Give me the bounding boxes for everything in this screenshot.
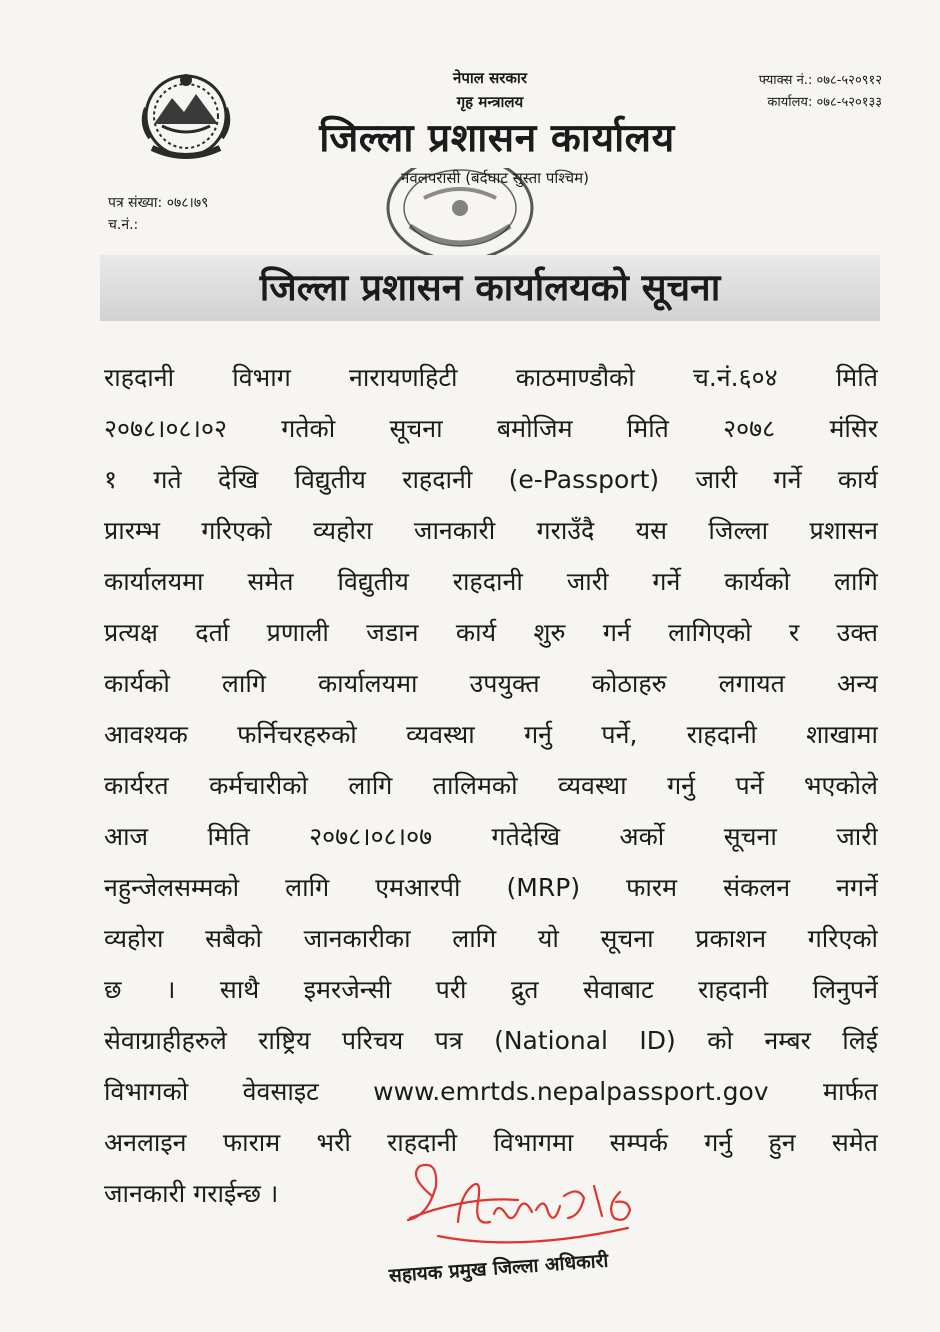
office-phone: कार्यालय: ०७८-५२०१३३	[767, 95, 882, 110]
body-line: छ । साथै इमरजेन्सी परी द्रुत सेवाबाट राहदानी लिनुपर्ने	[104, 975, 878, 1004]
body-line: व्यहोरा सबैको जानकारीका लागि यो सूचना प्रकाशन गरिएको	[104, 924, 878, 953]
notice-body	[104, 352, 878, 1219]
body-line: विभागको वेवसाइट www.emrtds.nepalpassport.gov मार्फत	[104, 1077, 878, 1106]
government-name: नेपाल सरकार	[453, 69, 527, 87]
body-line: अनलाइन फाराम भरी राहदानी विभागमा सम्पर्क गर्नु हुन समेत	[104, 1128, 878, 1157]
ministry-name: गृह मन्त्रालय	[456, 93, 524, 111]
letter-number: पत्र संख्या: ०७८।७९	[108, 195, 209, 211]
signature-text: 8/16	[594, 1186, 597, 1187]
office-stamp-icon	[380, 168, 540, 264]
dispatch-number: च.नं.:	[108, 217, 139, 233]
body-line: १ गते देखि विद्युतीय राहदानी (e-Passport) जारी गर्ने कार्य	[104, 465, 878, 494]
body-line: नहुन्जेलसम्मको लागि एमआरपी (MRP) फारम संकलन नगर्ने	[104, 873, 878, 902]
body-line: कार्यको लागि कार्यालयमा उपयुक्त कोठाहरु लगायत अन्य	[104, 669, 878, 698]
body-line: सेवाग्राहीहरुले राष्ट्रिय परिचय पत्र (National ID) को नम्बर लिई	[104, 1026, 878, 1055]
body-line: राहदानी विभाग नारायणहिटी काठमाण्डौको च.नं.६०४ मिति	[104, 363, 878, 392]
notice-title: जिल्ला प्रशासन कार्यालयको सूचना	[259, 266, 721, 309]
body-line: कार्यालयमा समेत विद्युतीय राहदानी जारी गर्ने कार्यको लागि	[104, 567, 878, 596]
body-line: प्रारम्भ गरिएको व्यहोरा जानकारी गराउँदै यस जिल्ला प्रशासन	[104, 516, 878, 545]
office-address: नवलपरासी (बर्दघाट सुस्ता पश्चिम)	[401, 169, 589, 187]
body-line: २०७८।०८।०२ गतेको सूचना बमोजिम मिति २०७८ मंसिर	[104, 414, 878, 443]
body-line: आवश्यक फर्निचरहरुको व्यवस्था गर्नु पर्ने, राहदानी शाखामा	[104, 720, 878, 749]
nepal-emblem-icon	[132, 64, 240, 164]
body-line: प्रत्यक्ष दर्ता प्रणाली जडान कार्य शुरु गर्न लागिएको र उक्त	[104, 618, 878, 647]
office-title: जिल्ला प्रशासन कार्यालय	[319, 116, 675, 161]
body-line: जानकारी गराईन्छ ।	[104, 1179, 279, 1208]
body-line: कार्यरत कर्मचारीको लागि तालिमको व्यवस्था गर्नु पर्ने भएकोले	[104, 771, 878, 800]
signer-title: सहायक प्रमुख जिल्ला अधिकारी	[388, 1249, 609, 1287]
fax-number: फ्याक्स नं.: ०७८-५२०९१२	[758, 73, 882, 88]
body-line: आज मिति २०७८।०८।०७ गतेदेखि अर्को सूचना जारी	[104, 822, 878, 851]
